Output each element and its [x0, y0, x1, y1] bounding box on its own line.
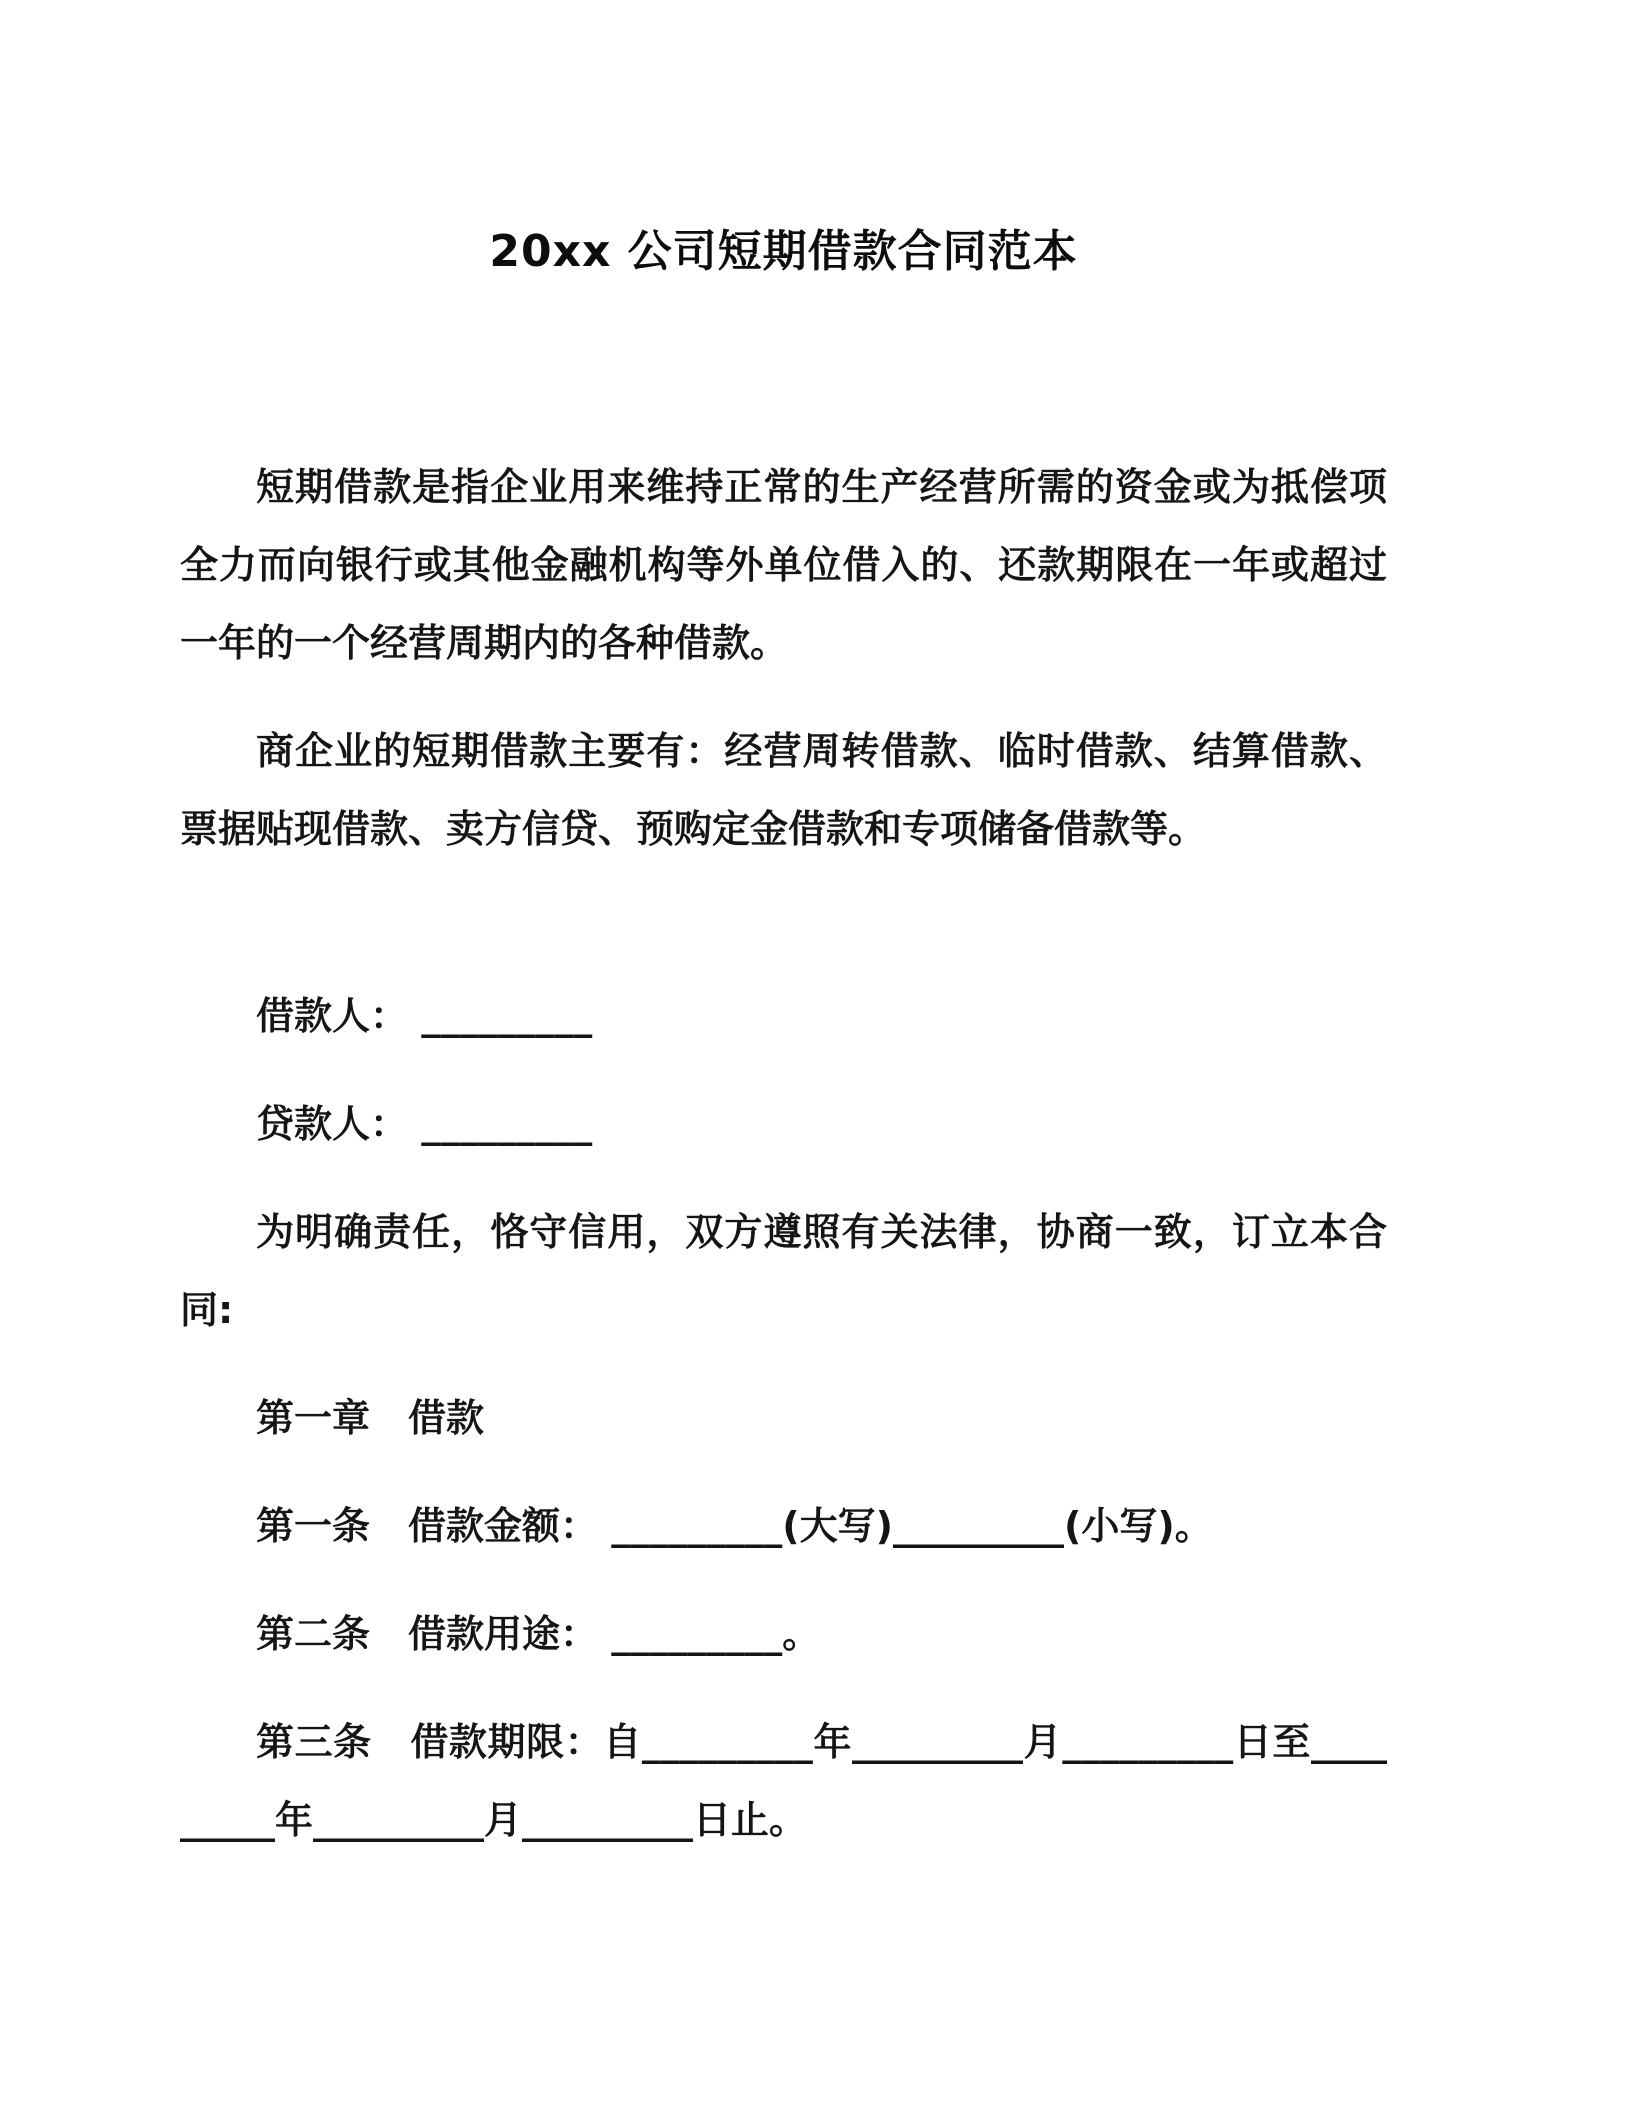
- chapter-1-heading: 第一章 借款: [256, 1396, 485, 1441]
- article-3-loan-term: 第三条 借款期限：自_________年_________月_________日至_________年_________月_________日止。: [180, 1719, 1387, 1842]
- article-2-loan-purpose: 第二条 借款用途： _________。: [256, 1611, 821, 1656]
- intro-paragraph-2: 商企业的短期借款主要有：经营周转借款、临时借款、结算借款、票据贴现借款、卖方信贷、预购定金借款和专项储备借款等。: [180, 728, 1387, 851]
- lender-line: 贷款人： _________: [256, 1102, 593, 1147]
- borrower-line: 借款人： _________: [256, 994, 593, 1039]
- article-1-loan-amount: 第一条 借款金额： _________(大写)_________(小写)。: [256, 1503, 1213, 1548]
- intro-paragraph-1: 短期借款是指企业用来维持正常的生产经营所需的资金或为抵偿项全力而向银行或其他金融机构等外单位借入的、还款期限在一年或超过一年的一个经营周期内的各种借款。: [180, 465, 1387, 665]
- preamble-paragraph: 为明确责任，恪守信用，双方遵照有关法律，协商一致，订立本合同:: [180, 1210, 1387, 1333]
- document-title: 20xx 公司短期借款合同范本: [489, 226, 1078, 277]
